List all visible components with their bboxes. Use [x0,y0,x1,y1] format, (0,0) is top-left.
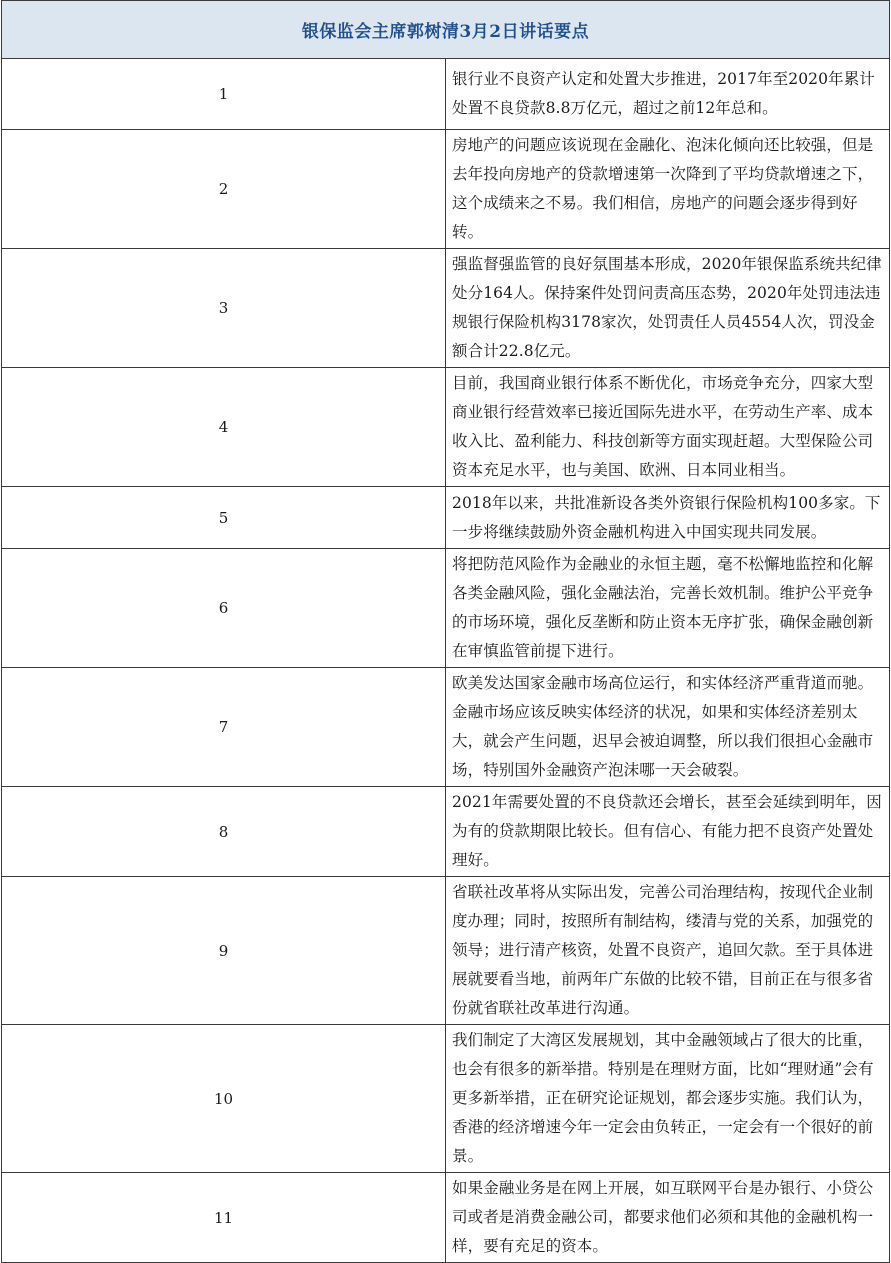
row-text: 我们制定了大湾区发展规划，其中金融领域占了很大的比重，也会有很多的新举措。特别是在理财方面，比如“理财通”会有更多新举措，正在研究论证规划，都会逐步实施。我们认为，香港的经济增速今年一定会由负转正，一定会有一个很好的前景。 [446,1025,890,1173]
row-text: 目前，我国商业银行体系不断优化，市场竞争充分，四家大型商业银行经营效率已接近国际先进水平，在劳动生产率、成本收入比、盈利能力、科技创新等方面实现赶超。大型保险公司资本充足水平，也与美国、欧洲、日本同业相当。 [446,368,890,487]
row-text: 省联社改革将从实际出发，完善公司治理结构，按现代企业制度办理；同时，按照所有制结构，缕清与党的关系，加强党的领导；进行清产核资，处置不良资产，追回欠款。至于具体进展就要看当地，前两年广东做的比较不错，目前正在与很多省份就省联社改革进行沟通。 [446,877,890,1025]
table-row [2,130,890,249]
row-number: 10 [2,1025,446,1173]
row-number: 4 [2,368,446,487]
table-title: 银保监会主席郭树清3月2日讲话要点 [2,1,890,59]
key-points-table [1,0,890,1263]
table-row [2,249,890,368]
table-row [2,549,890,668]
row-text: 如果金融业务是在网上开展，如互联网平台是办银行、小贷公司或者是消费金融公司，都要求他们必须和其他的金融机构一样，要有充足的资本。 [446,1173,890,1263]
row-text: 房地产的问题应该说现在金融化、泡沫化倾向还比较强，但是去年投向房地产的贷款增速第一次降到了平均贷款增速之下，这个成绩来之不易。我们相信，房地产的问题会逐步得到好转。 [446,130,890,249]
row-number: 2 [2,130,446,249]
table-row [2,368,890,487]
row-number: 1 [2,59,446,130]
table-row [2,668,890,787]
row-number: 3 [2,249,446,368]
row-number: 6 [2,549,446,668]
row-number: 9 [2,877,446,1025]
row-number: 8 [2,787,446,877]
row-text: 欧美发达国家金融市场高位运行，和实体经济严重背道而驰。金融市场应该反映实体经济的状况，如果和实体经济差别太大，就会产生问题，迟早会被迫调整，所以我们很担心金融市场，特别国外金融资产泡沫哪一天会破裂。 [446,668,890,787]
table-row [2,59,890,130]
table-row [2,1173,890,1263]
row-text: 强监督强监管的良好氛围基本形成，2020年银保监系统共纪律处分164人。保持案件处罚问责高压态势，2020年处罚违法违规银行保险机构3178家次，处罚责任人员4554人次，罚没金额合计22.8亿元。 [446,249,890,368]
table-row [2,487,890,549]
row-number: 7 [2,668,446,787]
row-text: 2018年以来，共批准新设各类外资银行保险机构100多家。下一步将继续鼓励外资金融机构进入中国实现共同发展。 [446,487,890,549]
row-number: 11 [2,1173,446,1263]
row-text: 2021年需要处置的不良贷款还会增长，甚至会延续到明年，因为有的贷款期限比较长。但有信心、有能力把不良资产处置处理好。 [446,787,890,877]
row-number: 5 [2,487,446,549]
table-row [2,1025,890,1173]
title-row [2,1,890,59]
table-row [2,877,890,1025]
row-text: 银行业不良资产认定和处置大步推进，2017年至2020年累计处置不良贷款8.8万亿元，超过之前12年总和。 [446,59,890,130]
row-text: 将把防范风险作为金融业的永恒主题，毫不松懈地监控和化解各类金融风险，强化金融法治，完善长效机制。维护公平竞争的市场环境，强化反垄断和防止资本无序扩张，确保金融创新在审慎监管前提下进行。 [446,549,890,668]
table-row [2,787,890,877]
